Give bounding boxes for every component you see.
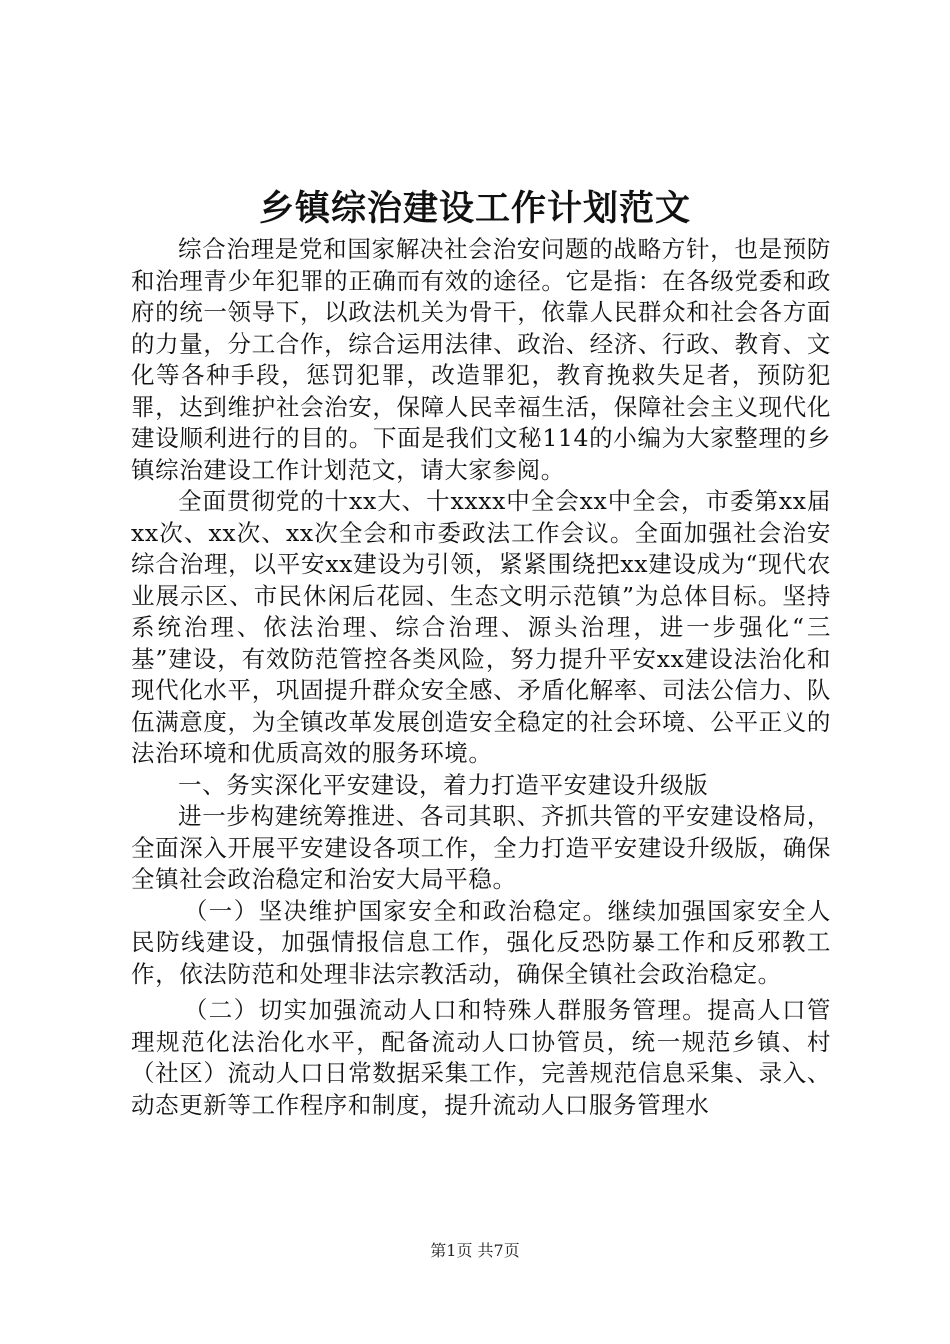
document-title: 乡镇综治建设工作计划范文 [258, 188, 691, 229]
page-footer: 第1页 共7页 [430, 1241, 520, 1260]
paragraph-intro: 综合治理是党和国家解决社会治安问题的战略方针，也是预防和治理青少年犯罪的正确而有效的途径。它是指：在各级党委和政府的统一领导下，以政法机关为骨干，依靠人民群众和社会各方面的力量，分工合作，综合运用法律、政治、经济、行政、教育、文化等各种手段，惩罚犯罪，改造罪犯，教育挽救失足者，预防犯罪，达到维护社会治安，保障人民幸福生活，保障社会主义现代化建设顺利进行的目的。下面是我们文秘114的小编为大家整理的乡镇综治建设工作计划范文，请大家参阅。 [131, 235, 831, 484]
paragraph-item-2: （二）切实加强流动人口和特殊人群服务管理。提高人口管理规范化法治化水平，配备流动人口协管员，统一规范乡镇、村（社区）流动人口日常数据采集工作，完善规范信息采集、录入、动态更新等工作程序和制度，提升流动人口服务管理水 [131, 996, 831, 1119]
paragraph-overview: 全面贯彻党的十xx大、十xxxx中全会xx中全会，市委第xx届xx次、xx次、xx次全会和市委政法工作会议。全面加强社会治安综合治理，以平安xx建设为引领，紧紧围绕把xx建设成为“现代农业展示区、市民休闲后花园、生态文明示范镇”为总体目标。坚持系统治理、依法治理、综合治理、源头治理，进一步强化“三基”建设，有效防范管控各类风险，努力提升平安xx建设法治化和现代化水平，巩固提升群众安全感、矛盾化解率、司法公信力、队伍满意度，为全镇改革发展创造安全稳定的社会环境、公平正义的法治环境和优质高效的服务环境。 [131, 487, 831, 767]
paragraph-item-1: （一）坚决维护国家安全和政治稳定。继续加强国家安全人民防线建设，加强情报信息工作，强化反恐防暴工作和反邪教工作，依法防范和处理非法宗教活动，确保全镇社会政治稳定。 [131, 896, 831, 988]
document-body [131, 234, 831, 1121]
section-heading-1: 一、务实深化平安建设，着力打造平安建设升级版 [178, 770, 709, 799]
paragraph-section-1: 进一步构建统筹推进、各司其职、齐抓共管的平安建设格局，全面深入开展平安建设各项工作，全力打造平安建设升级版，确保全镇社会政治稳定和治安大局平稳。 [131, 802, 831, 893]
